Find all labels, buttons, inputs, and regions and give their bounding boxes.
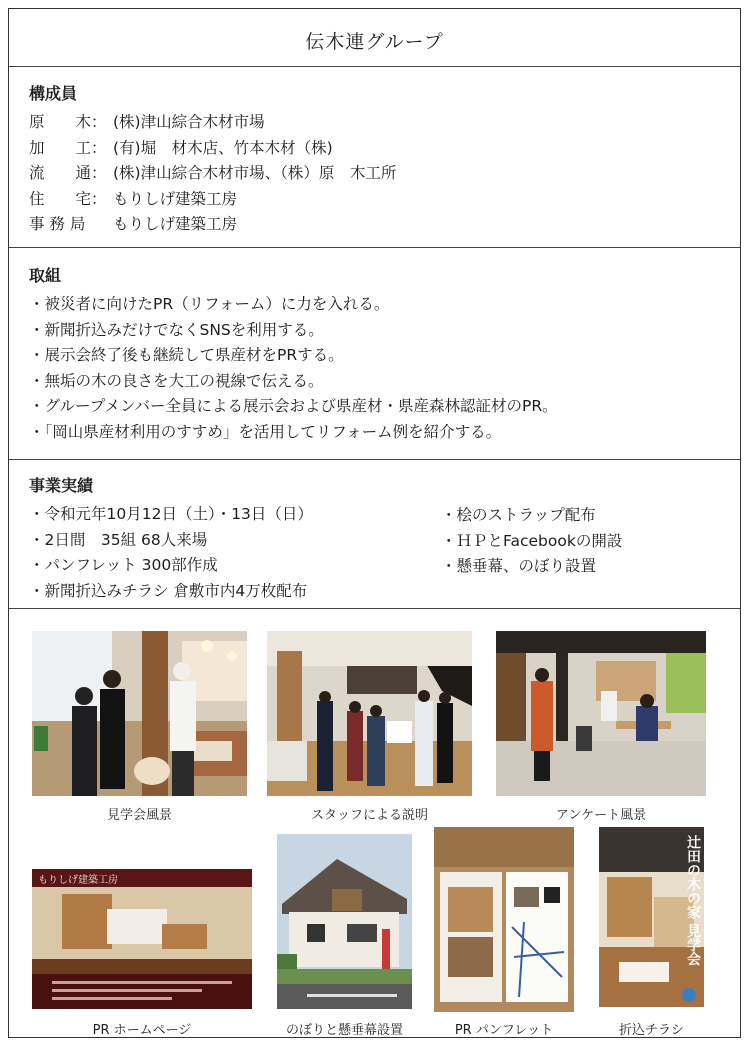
- result-item: ・パンフレット 300部作成: [29, 556, 218, 574]
- result-item: ・令和元年10月12日（土）・13日（日）: [29, 505, 313, 523]
- photo-homepage: [32, 869, 252, 1009]
- result-item: ・懸垂幕、のぼり設置: [441, 557, 597, 575]
- divider: [9, 247, 740, 248]
- result-item: ・2日間 35組 68人来場: [29, 530, 208, 549]
- photo-tour: [32, 631, 247, 796]
- divider: [9, 66, 740, 67]
- member-row: 住 宅： もりしげ建築工房: [29, 189, 238, 208]
- photo-caption: アンケート風景: [555, 808, 647, 823]
- effort-item: ・「岡山県産材利用のすすめ」を活用してリフォーム例を紹介する。: [29, 422, 502, 441]
- effort-item: ・展示会終了後も継続して県産材をPRする。: [29, 346, 344, 364]
- divider: [9, 608, 740, 609]
- photo-caption: 折込チラシ: [618, 1023, 684, 1038]
- effort-item: ・グループメンバー全員による展示会および県産材・県産森林認証材のPR。: [29, 397, 558, 415]
- photo-caption: 見学会風景: [106, 808, 172, 823]
- results-right: [441, 503, 622, 580]
- effort-item: ・無垢の木の良さを大工の視線で伝える。: [29, 371, 324, 390]
- members-section: [29, 81, 396, 238]
- photo-survey: [496, 631, 706, 796]
- results-heading: 事業実績: [29, 476, 94, 495]
- photo-caption: スタッフによる説明: [310, 808, 428, 823]
- effort-item: ・新聞折込みだけでなくSNSを利用する。: [29, 320, 324, 339]
- efforts-section: [29, 263, 558, 445]
- result-item: ・桧のストラップ配布: [441, 506, 596, 524]
- divider: [9, 459, 740, 460]
- member-row: 加 工： (有)堀 材木店、竹本木材（株): [29, 138, 333, 157]
- efforts-heading: 取組: [29, 266, 62, 285]
- member-row: 流 通： (株)津山綜合木材市場、（株）原 木工所: [29, 164, 397, 182]
- photo-caption: のぼりと懸垂幕設置: [285, 1023, 403, 1038]
- photo-pamphlet: [434, 827, 574, 1012]
- results-section: [29, 473, 720, 604]
- flyer-title: 辻田の木の家 見学会: [685, 835, 701, 966]
- photo-flyer: [599, 827, 704, 1007]
- members-heading: 構成員: [29, 84, 78, 103]
- homepage-screen-title: もりしげ建築工房: [38, 875, 118, 886]
- page-title: 伝木連グループ: [305, 31, 444, 53]
- photo-banner-setup: [277, 834, 412, 1009]
- document-frame: [8, 8, 741, 1038]
- photo-caption: PR ホームページ: [92, 1023, 192, 1038]
- member-row: 事 務 局 もりしげ建築工房: [29, 215, 238, 233]
- result-item: ・新聞折込みチラシ 倉敷市内4万枚配布: [29, 581, 308, 600]
- result-item: ・ＨＰとFacebookの開設: [441, 531, 623, 550]
- effort-item: ・被災者に向けたPR（リフォーム）に力を入れる。: [29, 295, 390, 313]
- photo-staff-explanation: [267, 631, 472, 796]
- photo-caption: PR パンフレット: [454, 1023, 554, 1038]
- member-row: 原 木： (株)津山綜合木材市場: [29, 113, 265, 131]
